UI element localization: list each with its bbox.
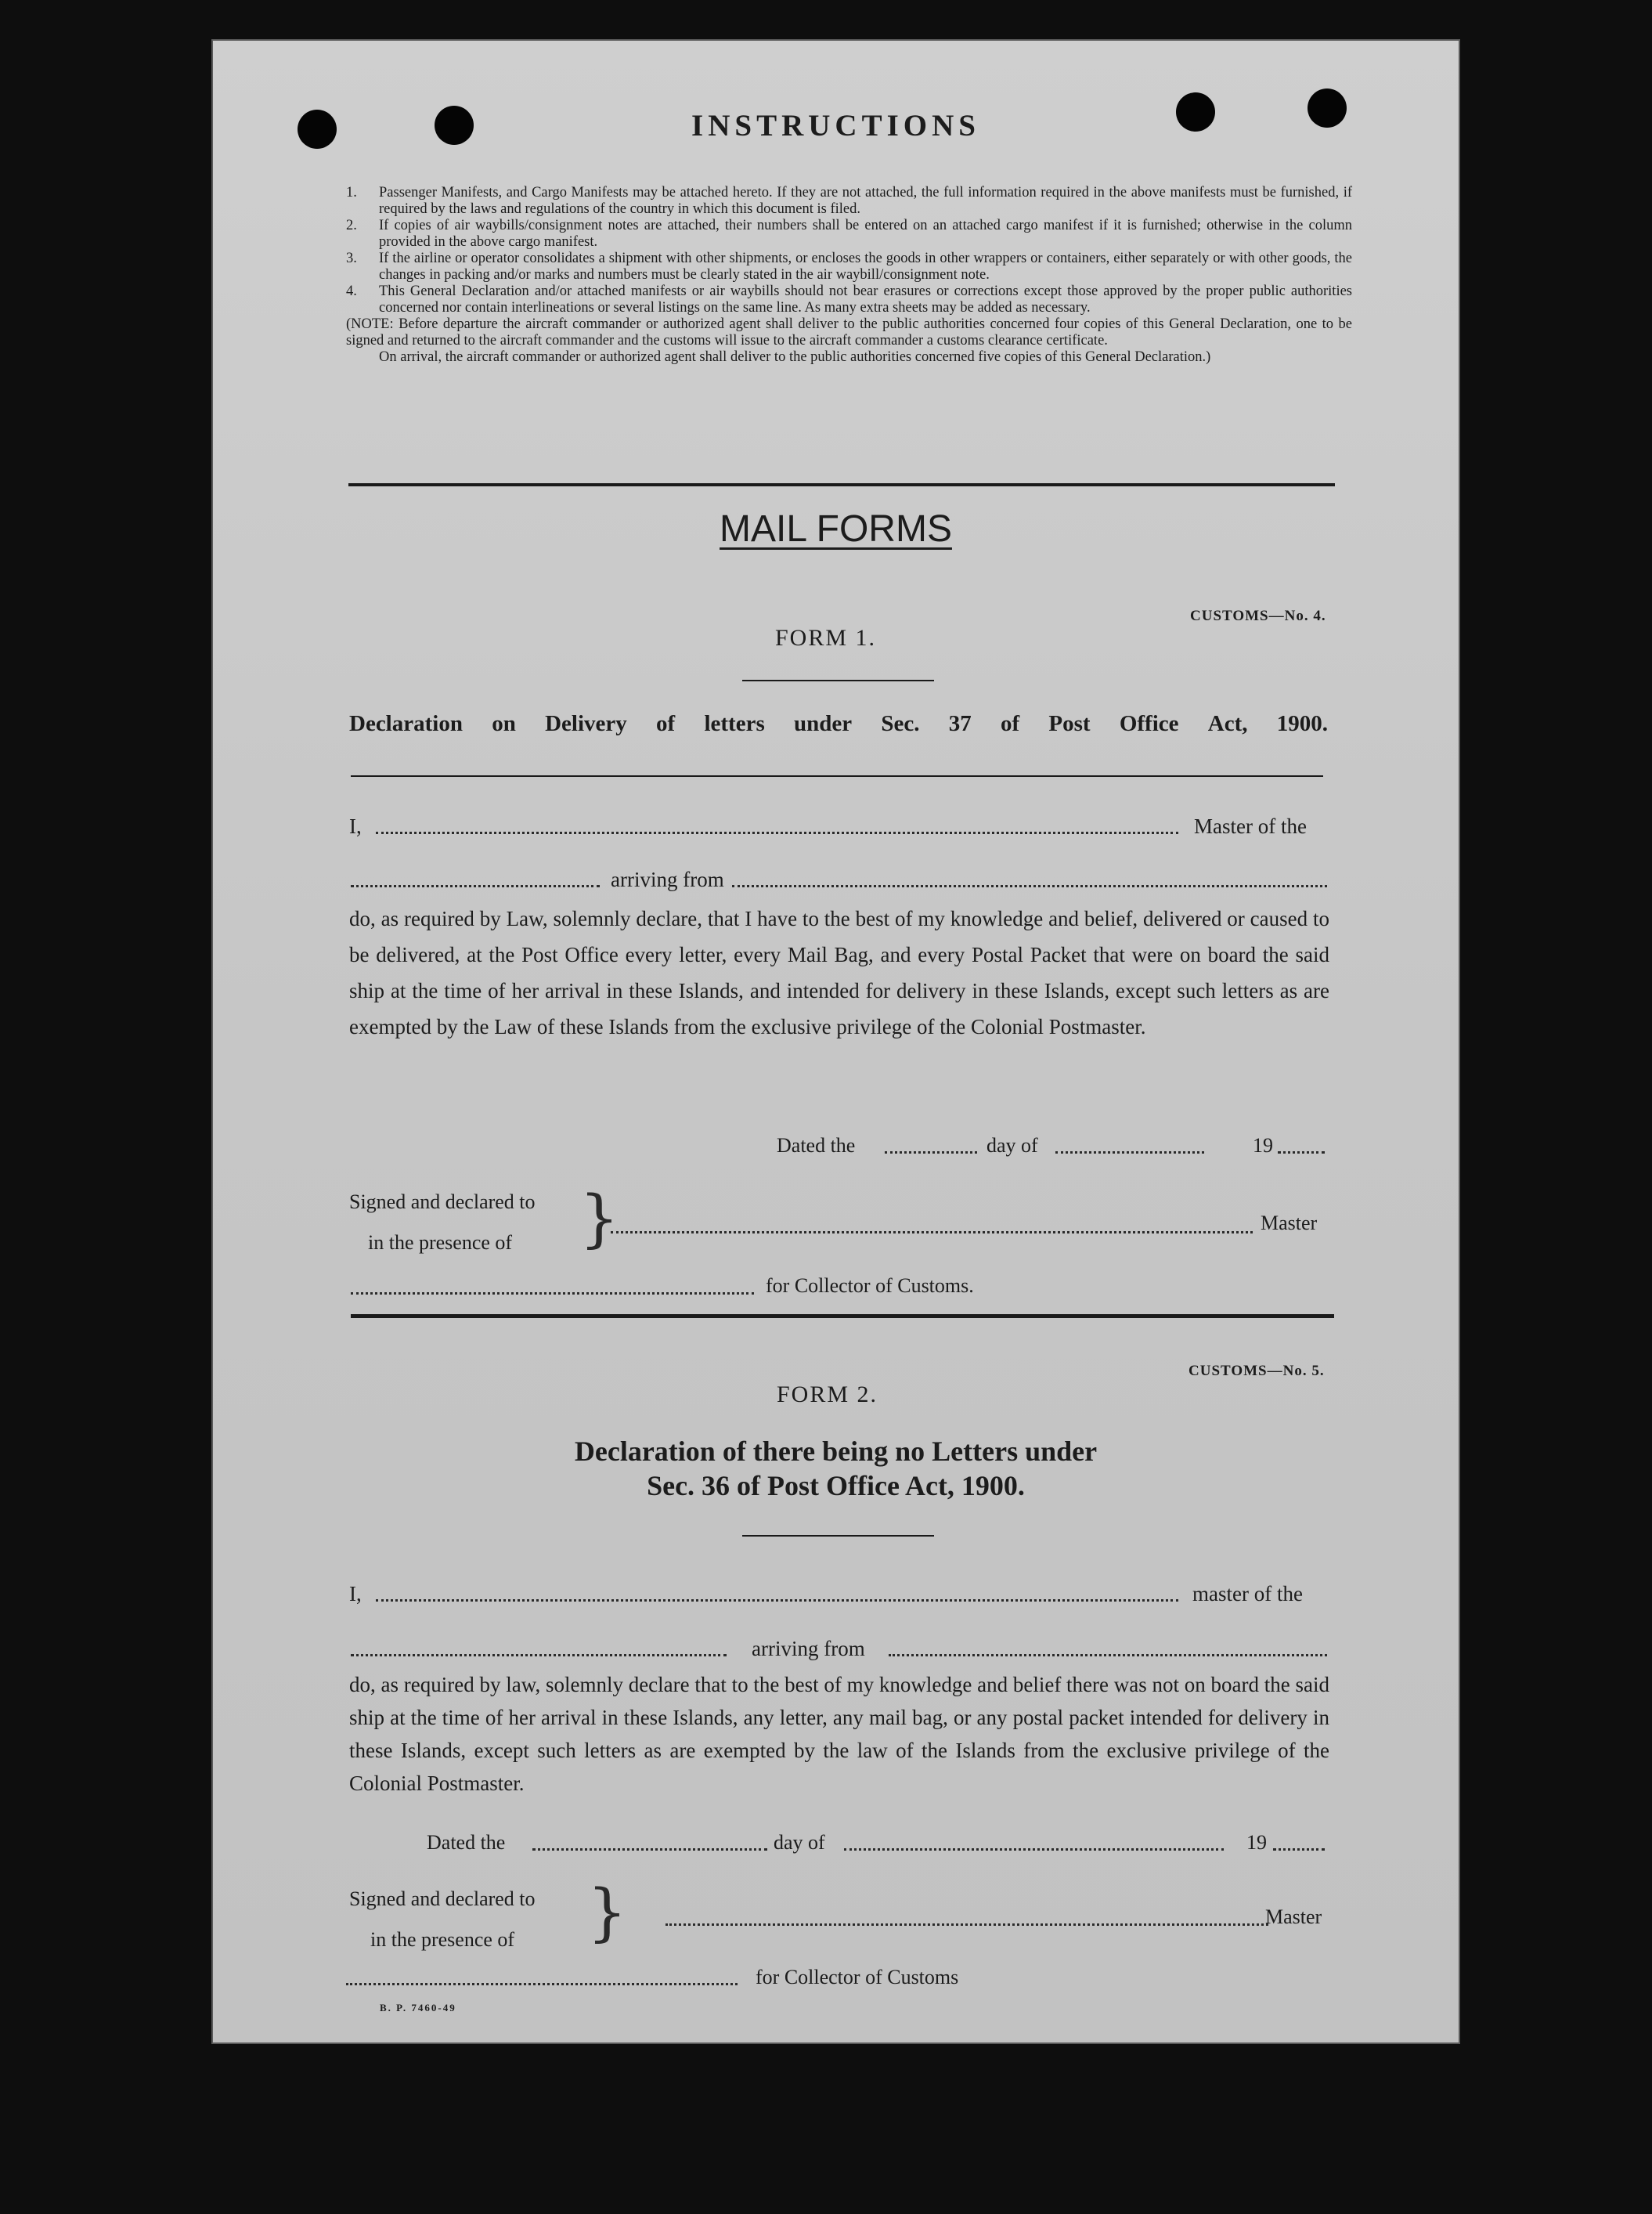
form2-signed-line1: Signed and declared to	[349, 1887, 536, 1910]
form1-body-text: do, as required by Law, solemnly declare, that I have to the best of my knowledge and belief, delivered or caused to be delivered, at the Post Office every letter, every Mail Bag, and every Postal Packet that were on board the said ship at the time of her arrival in these Islands, and intended for delivery in these Islands, except such letters as are exempted by the Law of these Islands from the exclusive privilege of the Colonial Postmaster.	[349, 907, 1329, 1038]
form1-date-month-field[interactable]	[1055, 1151, 1204, 1154]
form2-origin-field[interactable]	[889, 1654, 1327, 1656]
document-sheet	[211, 39, 1460, 2044]
form2-master-signature-field[interactable]	[665, 1923, 1268, 1926]
form2-arriving-from: arriving from	[752, 1637, 865, 1660]
instruction-item: 3. If the airline or operator consolidates a shipment with other shipments, or encloses the goods in other wrappers or containers, either separately or with other goods, the changes in packing and/or marks and numbers must be clearly stated in the air waybill/consignment note.	[346, 251, 1352, 283]
form1-collector-label: for Collector of Customs.	[766, 1274, 974, 1297]
form2-dated-the: Dated the	[427, 1831, 506, 1854]
form2-signed-line2: in the presence of	[370, 1928, 515, 1951]
section-divider	[348, 483, 1335, 486]
instruction-note	[346, 316, 1352, 366]
instruction-item: 1. Passenger Manifests, and Cargo Manifests may be attached hereto. If they are not attached, the full information required in the above manifests must be furnished, if required by the laws and regulations of the country in which this document is filed.	[346, 185, 1352, 217]
note-text-first: (NOTE: Before departure the aircraft commander or authorized agent shall deliver to the public authorities concerned four copies of this General Declaration, one to be signed and returned to the aircraft commander and the customs will issue to the aircraft commander a customs clearance certificate.	[346, 316, 1352, 349]
form1-signed-line1: Signed and declared to	[349, 1190, 536, 1213]
form1-origin-field[interactable]	[732, 885, 1327, 887]
form1-ship-field[interactable]	[351, 885, 600, 887]
form1-signed-line2: in the presence of	[368, 1231, 513, 1254]
form2-ship-field[interactable]	[351, 1654, 727, 1656]
instruction-item: 2. If copies of air waybills/consignment notes are attached, their numbers shall be entered on an attached cargo manifest if it is furnished; otherwise in the column provided in the above cargo manifest.	[346, 218, 1352, 250]
form2-title-line2: Sec. 36 of Post Office Act, 1900.	[647, 1470, 1025, 1501]
form1-year-field[interactable]	[1278, 1151, 1325, 1154]
mail-forms-title: MAIL FORMS	[720, 508, 952, 550]
form1-declaration-title: Declaration on Delivery of letters under Sec. 37 of Post Office Act, 1900.	[349, 711, 1328, 736]
print-number: B. P. 7460-49	[380, 2002, 456, 2014]
form1-arriving-from: arriving from	[611, 868, 724, 891]
form1-i-label: I,	[349, 814, 362, 838]
form2-i-label: I,	[349, 1582, 362, 1605]
form2-brace: }	[587, 1876, 627, 1949]
form1-day-of: day of	[987, 1134, 1038, 1157]
form1-label: FORM 1.	[775, 625, 877, 651]
form1-date-day-field[interactable]	[885, 1151, 977, 1154]
form2-collector-signature-field[interactable]	[346, 1983, 738, 1985]
form1-brace: }	[579, 1182, 619, 1255]
form1-master-of-the: Master of the	[1194, 814, 1307, 838]
form2-day-of: day of	[774, 1831, 825, 1854]
form2-body-text: do, as required by law, solemnly declare that to the best of my knowledge and belief there was not on board the said ship at the time of her arrival in these Islands, any letter, any mail bag, or any postal packet intended for delivery in these Islands, except such letters as are exempted by the law of the Islands from the exclusive privilege of the Colonial Postmaster.	[349, 1673, 1329, 1795]
form2-title-underline	[742, 1535, 934, 1537]
form2-customs-number: CUSTOMS—No. 5.	[1189, 1363, 1325, 1379]
form1-master-signature-field[interactable]	[611, 1231, 1253, 1233]
form2-master-label: Master	[1265, 1905, 1322, 1928]
form1-master-label: Master	[1261, 1212, 1318, 1234]
note-text-second: On arrival, the aircraft commander or authorized agent shall deliver to the public authorities concerned five copies of this General Declaration.)	[379, 349, 1211, 365]
form2-collector-label: for Collector of Customs	[756, 1966, 959, 1988]
form1-label-underline	[742, 680, 934, 681]
form2-name-field[interactable]	[376, 1599, 1178, 1602]
form1-year-prefix: 19	[1253, 1134, 1273, 1157]
form1-customs-number: CUSTOMS—No. 4.	[1190, 608, 1326, 624]
form1-collector-signature-field[interactable]	[351, 1292, 754, 1295]
instructions-list	[346, 185, 1352, 366]
form2-master-of-the: master of the	[1192, 1582, 1303, 1605]
form2-date-month-field[interactable]	[844, 1848, 1224, 1851]
instructions-heading: INSTRUCTIONS	[691, 109, 980, 143]
form2-date-day-field[interactable]	[532, 1848, 767, 1851]
form2-title-line1: Declaration of there being no Letters under	[574, 1436, 1098, 1467]
form1-title-underline	[351, 775, 1323, 777]
form1-dated-the: Dated the	[777, 1134, 856, 1157]
forms-divider	[351, 1314, 1334, 1318]
form1-name-field[interactable]	[376, 832, 1178, 834]
form2-year-field[interactable]	[1273, 1848, 1325, 1851]
instruction-item: 4. This General Declaration and/or attached manifests or air waybills should not bear erasures or corrections except those approved by the proper public authorities concerned nor contain interlineations or several listings on the same line. As many extra sheets may be added as necessary.	[346, 284, 1352, 316]
form2-label: FORM 2.	[777, 1381, 878, 1407]
form2-year-prefix: 19	[1246, 1831, 1267, 1854]
